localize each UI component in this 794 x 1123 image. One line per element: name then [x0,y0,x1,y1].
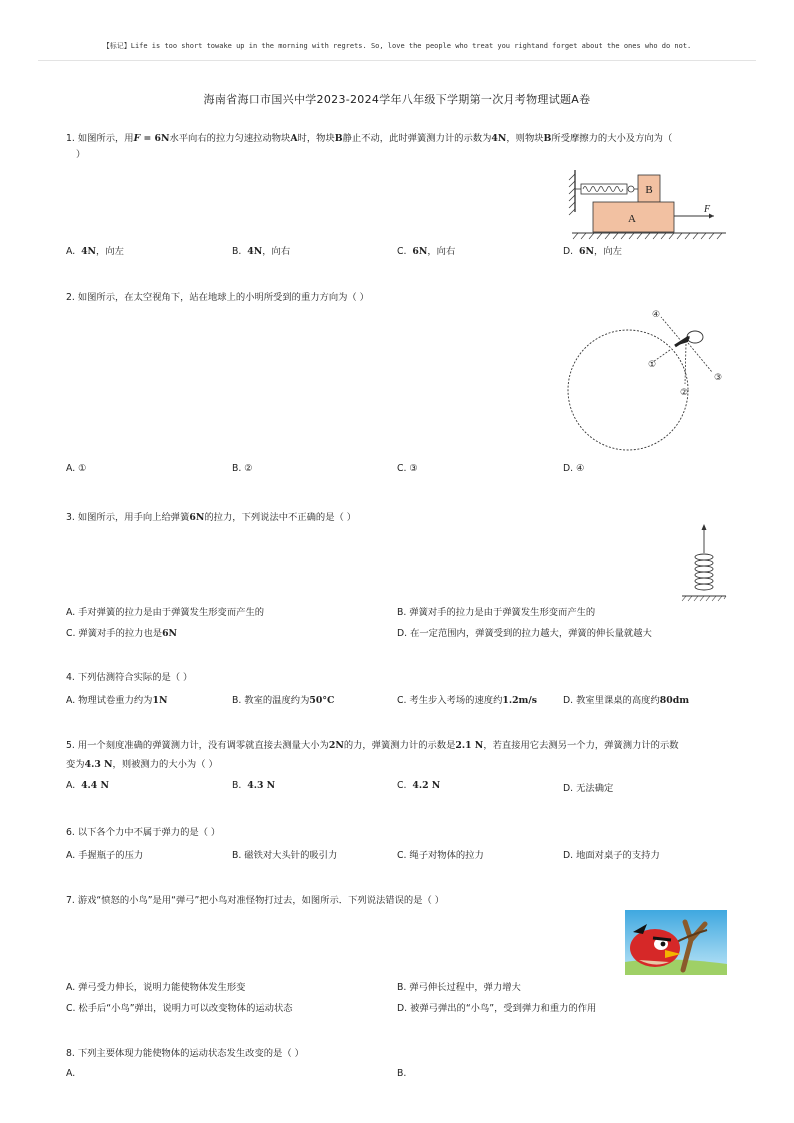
option-5c[interactable]: C. 4.2 N [397,780,441,791]
figure-earth-gravity [562,300,734,464]
option-7d[interactable]: D. 被弹弓弹出的“小鸟”，受到弹力和重力的作用 [397,1003,597,1014]
figure-angry-bird-slingshot [625,910,727,975]
option-3a[interactable]: A. 手对弹簧的拉力是由于弹簧发生形变而产生的 [66,607,265,618]
option-3b[interactable]: B. 弹簧对手的拉力是由于弹簧发生形变而产生的 [397,607,596,618]
option-2a[interactable]: A. ① [66,463,87,474]
question-1-stem-end: ） [76,149,86,160]
option-5a[interactable]: A. 4.4 N [66,780,109,791]
figure-spring-blocks [566,166,732,242]
option-4b[interactable]: B. 教室的温度约为50°C [232,695,335,706]
figure-label-circle-1: ① [648,360,657,370]
option-4d[interactable]: D. 教室里课桌的高度约80dm [563,695,690,706]
figure-label-b: B [645,184,653,196]
option-4c[interactable]: C. 考生步入考场的速度约1.2m/s [397,695,538,706]
option-6c[interactable]: C. 绳子对物体的拉力 [397,850,484,861]
question-6-stem: 6. 以下各个力中不属于弹力的是（ ） [66,827,221,838]
question-1-stem: 1. 如图所示，用F = 6N水平向右的拉力匀速拉动物块A时，物块B静止不动，此时弹簧测力计的示数为4N，则物块B所受摩擦力的大小及方向为（ [66,133,673,144]
option-7a[interactable]: A. 弹弓受力伸长，说明力能使物体发生形变 [66,982,246,993]
option-4a[interactable]: A. 物理试卷重力约为1N [66,695,168,706]
option-6a[interactable]: A. 手握瓶子的压力 [66,850,144,861]
option-7c[interactable]: C. 松手后“小鸟”弹出，说明力可以改变物体的运动状态 [66,1003,293,1014]
option-2b[interactable]: B. ② [232,463,253,474]
question-2-stem: 2. 如图所示，在太空视角下，站在地球上的小明所受到的重力方向为（ ） [66,292,369,303]
header-banner: 【标记】Life is too short towake up in the morning with regrets. So, love the people who treat you rightand forget about the ones who do not. [102,42,692,50]
option-1c[interactable]: C. 6N，向右 [397,246,456,257]
figure-label-circle-4: ④ [652,310,661,320]
option-8a[interactable]: A. [66,1068,76,1079]
question-7-stem: 7. 游戏“愤怒的小鸟”是用“弹弓”把小鸟对准怪物打过去，如图所示．下列说法错误的是（ ） [66,895,445,906]
option-5b[interactable]: B. 4.3 N [232,780,276,791]
option-5d[interactable]: D. 无法确定 [563,783,614,794]
option-7b[interactable]: B. 弹弓伸长过程中，弹力增大 [397,982,521,993]
header-divider [38,60,756,61]
option-1b[interactable]: B. 4N，向右 [232,246,291,257]
question-8-stem: 8. 下列主要体现力能使物体的运动状态发生改变的是（ ） [66,1048,304,1059]
figure-label-circle-3: ③ [714,373,723,383]
page-title: 海南省海口市国兴中学2023-2024学年八年级下学期第一次月考物理试题A卷 [203,93,591,106]
option-8b[interactable]: B. [397,1068,407,1079]
question-4-stem: 4. 下列估测符合实际的是（ ） [66,672,193,683]
question-5-stem: 5. 用一个刻度准确的弹簧测力计，没有调零就直接去测量大小为2N的力，弹簧测力计的示数是2.1 N，若直接用它去测另一个力，弹簧测力计的示数 变为4.3 N，则被测力的大小为（ ） [66,740,679,770]
option-2c[interactable]: C. ③ [397,463,418,474]
figure-label-circle-2: ② [680,388,689,398]
option-3d[interactable]: D. 在一定范围内，弹簧受到的拉力越大，弹簧的伸长量就越大 [397,628,652,639]
question-3-stem: 3. 如图所示，用手向上给弹簧6N的拉力，下列说法中不正确的是（ ） [66,512,357,523]
option-2d[interactable]: D. ④ [563,463,585,474]
option-1a[interactable]: A. 4N，向左 [66,246,124,257]
figure-spring-hand [678,521,730,603]
option-3c[interactable]: C. 弹簧对手的拉力也是6N [66,628,178,639]
figure-label-a: A [628,213,636,225]
option-1d[interactable]: D. 6N，向左 [563,246,622,257]
option-6d[interactable]: D. 地面对桌子的支持力 [563,850,660,861]
question-1 [66,131,731,163]
figure-label-f: F [704,204,711,215]
option-6b[interactable]: B. 磁铁对大头针的吸引力 [232,850,338,861]
